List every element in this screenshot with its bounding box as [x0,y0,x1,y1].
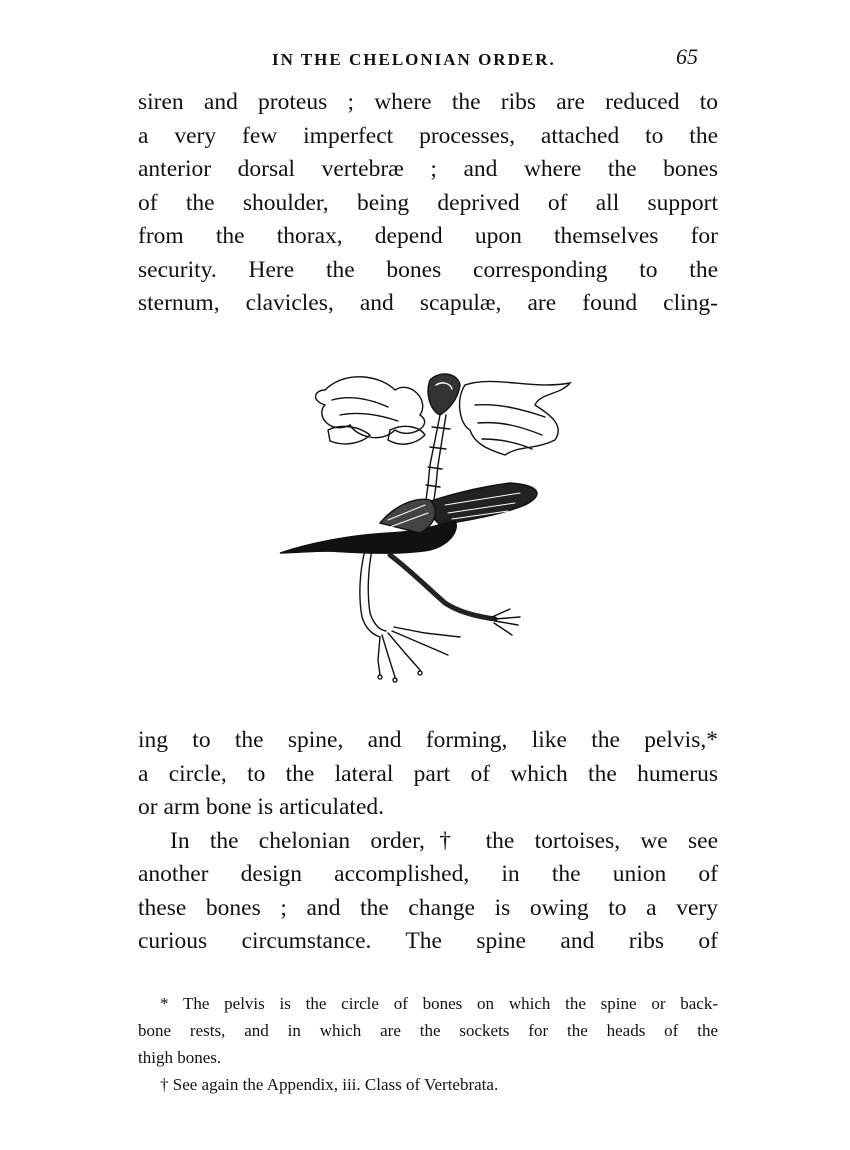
skeleton-illustration [270,355,590,695]
amphibian-skeleton-icon [270,355,590,695]
text-line: ing to the spine, and forming, like the pelvis,* [138,727,718,753]
footnote-line: * The pelvis is the circle of bones on which the spine or back- [160,994,718,1013]
text-line: these bones ; and the change is owing to a very [138,894,718,921]
footnote-line: thigh bones. [138,1048,222,1067]
text-line: sternum, clavicles, and scapulæ, are found cling- [138,290,718,316]
text-line: a very few imperfect processes, attached to the [138,122,718,149]
paragraph-1 [138,86,718,321]
text-line: anterior dorsal vertebræ ; and where the bones [138,156,718,182]
paragraph-2 [138,724,718,959]
text-line: curious circumstance. The spine and ribs of [138,928,718,954]
text-line: from the thorax, depend upon themselves for [138,223,718,249]
text-line: another design accomplished, in the union of [138,861,718,887]
running-head: IN THE CHELONIAN ORDER. [272,50,556,69]
text-line: In the chelonian order,† the tortoises, we see [170,827,718,854]
text-line: a circle, to the lateral part of which the humerus [138,760,718,787]
text-line: security. Here the bones corresponding to the [138,256,718,283]
footnote-line: † See again the Appendix, iii. Class of Vertebrata. [160,1075,499,1094]
footnote-line: bone rests, and in which are the sockets for the heads of the [138,1021,718,1040]
text-line: of the shoulder, being deprived of all support [138,189,718,216]
text-line: or arm bone is articulated. [138,794,385,820]
text-line: siren and proteus ; where the ribs are reduced to [138,89,718,115]
page-number: 65 [676,44,698,69]
footnotes [138,990,718,1098]
